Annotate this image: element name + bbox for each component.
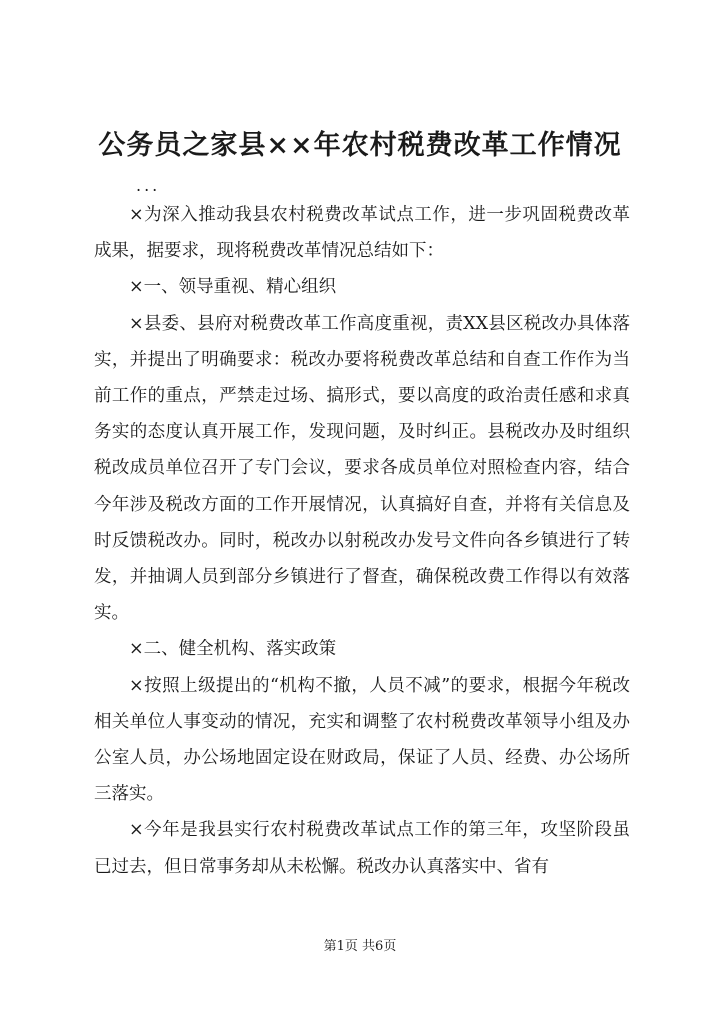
paragraph-section-1: ×县委、县府对税费改革工作高度重视，责XX县区税改办具体落实，并提出了明确要求：税改办要将税费改革总结和自查工作作为当前工作的重点，严禁走过场、搞形式，要以高度的政治责任感和求真务实的态度认真开展工作，发现问题，及时纠正。县税改办及时组织税改成员单位召开了专门会议，要求各成员单位对照检查内容，结合今年涉及税改方面的工作开展情况，认真搞好自查，并将有关信息及时反馈税改办。同时，税改办以射税改办发号文件向各乡镇进行了转发，并抽调人员到部分乡镇进行了督查，确保税改费工作得以有效落实。 (94, 313, 630, 624)
section-heading-1: ×一、领导重视、精心组织 (129, 277, 337, 298)
paragraph-section-2a: ×按照上级提出的“机构不撤，人员不减”的要求，根据今年税改相关单位人事变动的情况，充实和调整了农村税费改革领导小组及办公室人员，办公场地固定设在财政局，保证了人员、经费、办公场所三落实。 (94, 675, 630, 805)
document-body (94, 197, 630, 885)
ellipsis-text: ... (136, 176, 161, 195)
paragraph-intro: ×为深入推动我县农村税费改革试点工作，进一步巩固税费改革成果，据要求，现将税费改革情况总结如下： (94, 205, 630, 262)
page-footer: 第1页 共6页 (323, 939, 397, 954)
paragraph-section-2b: ×今年是我县实行农村税费改革试点工作的第三年，攻坚阶段虽已过去，但日常事务却从未松懈。税改办认真落实中、省有 (94, 820, 630, 877)
document-title: 公务员之家县××年农村税费改革工作情况 (98, 130, 622, 161)
section-heading-2: ×二、健全机构、落实政策 (129, 639, 337, 660)
